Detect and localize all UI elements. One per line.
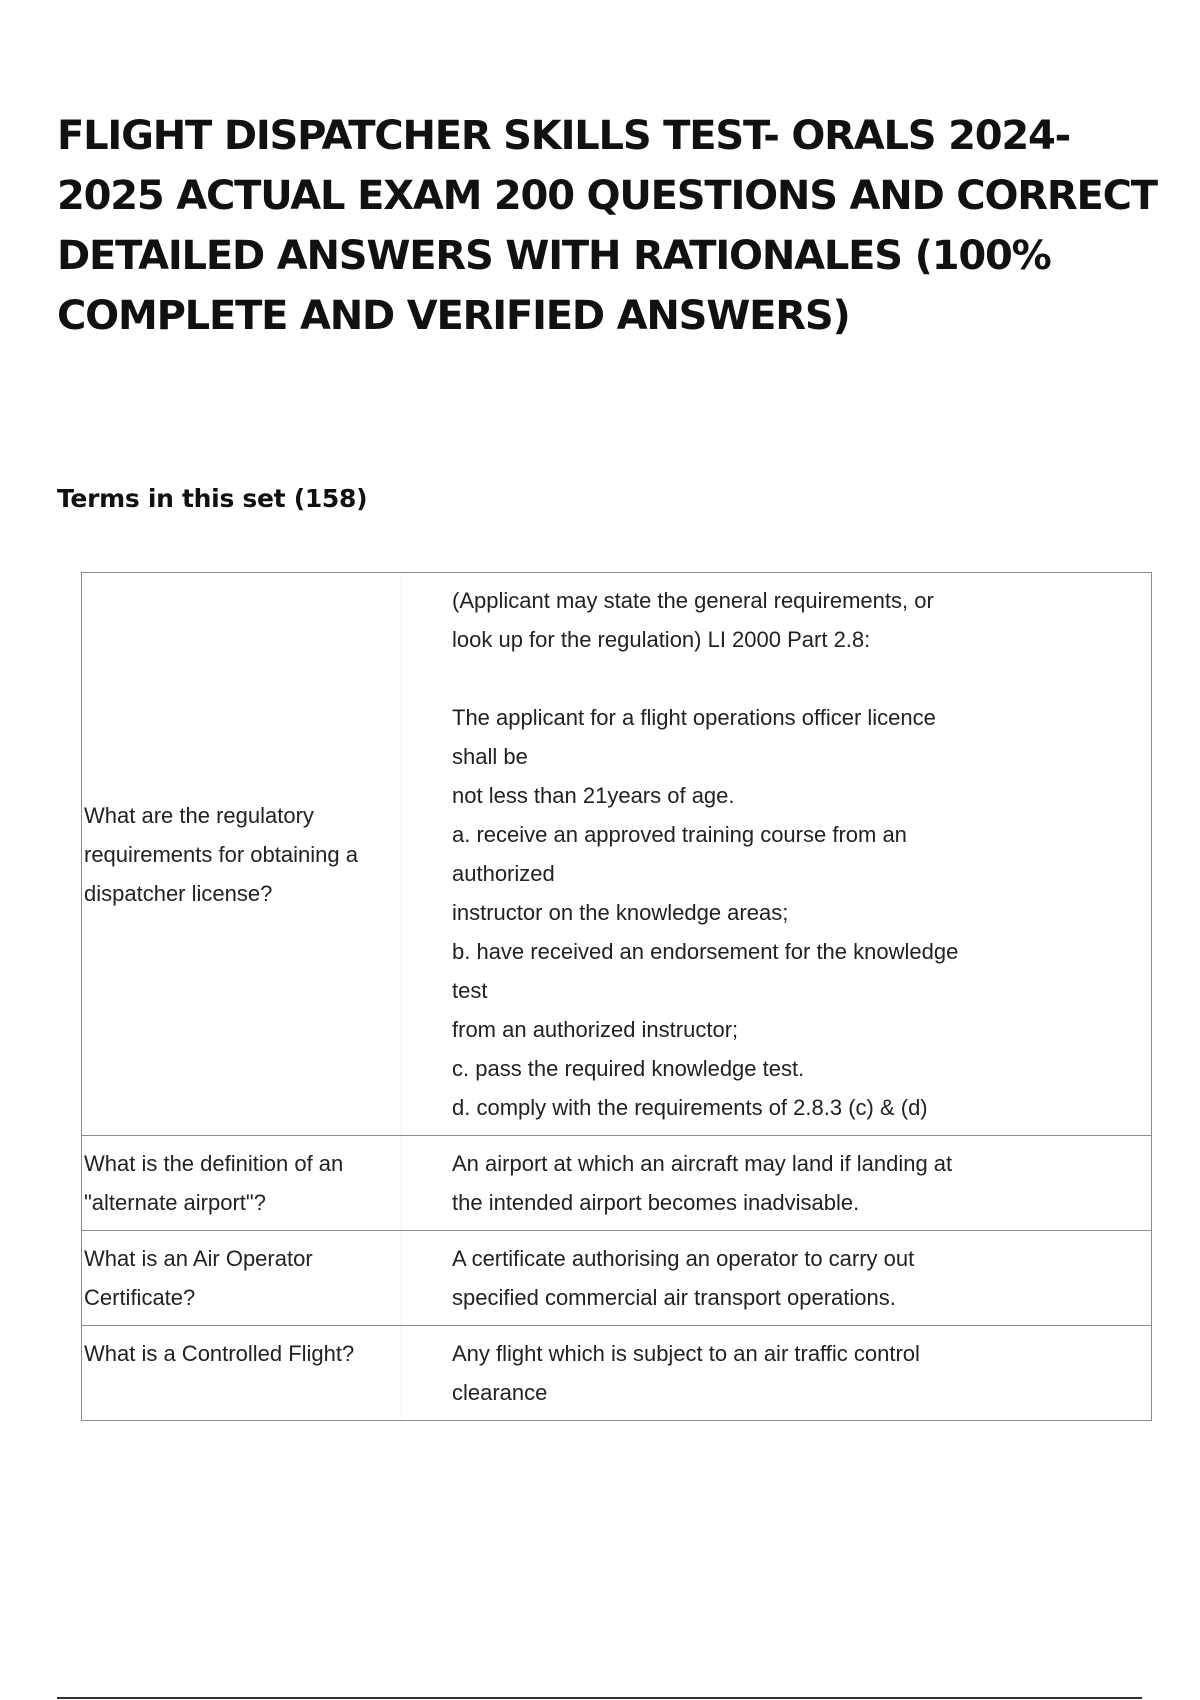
document-title: FLIGHT DISPATCHER SKILLS TEST- ORALS 2024-2025 ACTUAL EXAM 200 QUESTIONS AND CORRECT DETAILED ANSWERS WITH RATIONALES (100% COMPLETE AND VERIFIED ANSWERS) xyxy=(57,113,1157,339)
answer-line: authorized xyxy=(452,861,555,886)
term-question: What is a Controlled Flight? xyxy=(82,1326,402,1420)
answer-line: c. pass the required knowledge test. xyxy=(452,1056,805,1081)
answer-line: A certificate authorising an operator to carry out xyxy=(452,1246,915,1271)
term-row xyxy=(82,1135,1151,1230)
answer-line: a. receive an approved training course from an xyxy=(452,822,907,847)
terms-count-heading: Terms in this set (158) xyxy=(57,484,368,513)
answer-line: look up for the regulation) LI 2000 Part 2.8: xyxy=(452,627,871,652)
answer-line: Any flight which is subject to an air traffic control xyxy=(452,1341,920,1366)
answer-line: d. comply with the requirements of 2.8.3 (c) & (d) xyxy=(452,1095,928,1120)
term-answer xyxy=(402,573,1151,1135)
term-question: What are the regulatory requirements for obtaining a dispatcher license? xyxy=(82,573,402,1135)
answer-line: from an authorized instructor; xyxy=(452,1017,739,1042)
term-row xyxy=(82,1230,1151,1325)
term-question: What is the definition of an "alternate airport"? xyxy=(82,1136,402,1230)
term-row xyxy=(82,1325,1151,1420)
term-row xyxy=(82,573,1151,1135)
answer-line: not less than 21years of age. xyxy=(452,783,735,808)
answer-line: shall be xyxy=(452,744,528,769)
answer-line: test xyxy=(452,978,488,1003)
answer-line: specified commercial air transport operations. xyxy=(452,1285,896,1310)
term-question: What is an Air Operator Certificate? xyxy=(82,1231,402,1325)
term-answer xyxy=(402,1136,1151,1230)
answer-line-blank xyxy=(452,659,1041,698)
answer-line: clearance xyxy=(452,1380,548,1405)
answer-line: b. have received an endorsement for the knowledge xyxy=(452,939,959,964)
answer-line: instructor on the knowledge areas; xyxy=(452,900,789,925)
terms-table xyxy=(81,572,1152,1421)
footer-divider xyxy=(57,1697,1142,1699)
answer-line: (Applicant may state the general requirements, or xyxy=(452,588,934,613)
answer-line: the intended airport becomes inadvisable. xyxy=(452,1190,860,1215)
answer-line: An airport at which an aircraft may land if landing at xyxy=(452,1151,953,1176)
answer-line: The applicant for a flight operations officer licence xyxy=(452,705,936,730)
term-answer xyxy=(402,1326,1151,1420)
term-answer xyxy=(402,1231,1151,1325)
